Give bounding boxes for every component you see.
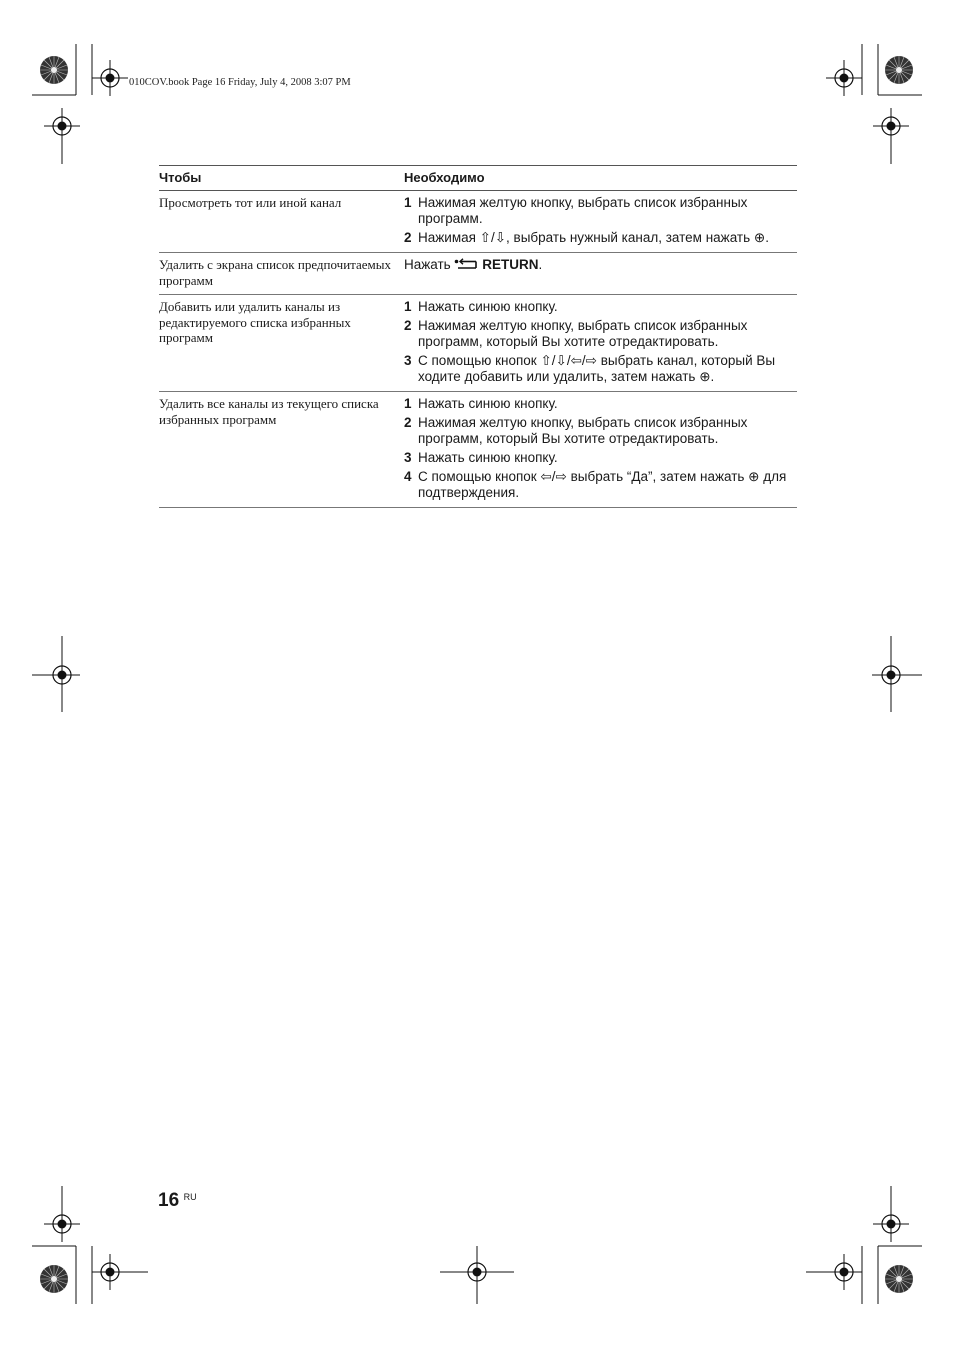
step-text: Нажать синюю кнопку. <box>418 450 558 465</box>
step-item <box>404 318 797 350</box>
registration-mark-icon <box>92 1254 128 1290</box>
step-number: 3 <box>404 353 412 368</box>
step-item <box>404 396 797 412</box>
table-row <box>159 253 797 295</box>
press-suffix: . <box>538 257 543 272</box>
registration-mark-icon <box>44 1206 80 1242</box>
step-number: 2 <box>404 318 412 333</box>
registration-mark-icon <box>826 1254 862 1290</box>
step-number: 3 <box>404 450 412 465</box>
registration-mark-icon <box>826 60 862 96</box>
row-goal: Добавить или удалить каналы из редактируемого списка избранных программ <box>159 295 404 392</box>
row-steps <box>404 191 797 253</box>
step-item <box>404 230 797 246</box>
step-number: 1 <box>404 195 412 210</box>
registration-mark-icon <box>92 60 128 96</box>
starburst-target-icon <box>40 56 68 84</box>
step-item <box>404 353 797 385</box>
registration-mark-icon <box>44 657 80 693</box>
registration-mark-icon <box>459 1254 495 1290</box>
step-text: Нажимая желтую кнопку, выбрать список избранных программ. <box>418 195 748 226</box>
step-item <box>404 415 797 447</box>
press-prefix: Нажать <box>404 257 451 272</box>
book-print-info: 010COV.book Page 16 Friday, July 4, 2008 3:07 PM <box>129 77 351 88</box>
step-number: 4 <box>404 469 412 484</box>
table-row <box>159 295 797 392</box>
step-item <box>404 469 797 501</box>
step-item <box>404 195 797 227</box>
step-text: Нажимая ⇧/⇩, выбрать нужный канал, затем нажать ⊕. <box>418 230 769 245</box>
instruction-table <box>159 165 797 508</box>
step-text: С помощью кнопок ⇦/⇨ выбрать “Да”, затем нажать ⊕ для подтверждения. <box>418 469 787 500</box>
step-number: 2 <box>404 230 412 245</box>
starburst-target-icon <box>40 1265 68 1293</box>
step-text: Нажать синюю кнопку. <box>418 299 558 314</box>
step-item <box>404 450 797 466</box>
row-goal: Удалить с экрана список предпочитаемых программ <box>159 253 404 295</box>
row-steps <box>404 295 797 392</box>
step-text: Нажать синюю кнопку. <box>418 396 558 411</box>
return-arrow-icon <box>454 258 478 270</box>
page-number <box>158 1190 197 1212</box>
starburst-target-icon <box>885 56 913 84</box>
registration-mark-icon <box>873 657 909 693</box>
column-header-goal: Чтобы <box>159 166 404 191</box>
registration-mark-icon <box>873 1206 909 1242</box>
page-language-code: RU <box>183 1192 197 1202</box>
row-steps <box>404 392 797 508</box>
table-header-row <box>159 166 797 191</box>
row-steps <box>404 253 797 295</box>
row-goal: Просмотреть тот или иной канал <box>159 191 404 253</box>
step-number: 2 <box>404 415 412 430</box>
step-text: С помощью кнопок ⇧/⇩/⇦/⇨ выбрать канал, который Вы ходите добавить или удалить, затем нажать ⊕. <box>418 353 776 384</box>
table-row <box>159 191 797 253</box>
return-button-label: RETURN <box>482 257 539 272</box>
registration-mark-icon <box>873 108 909 144</box>
step-text: Нажимая желтую кнопку, выбрать список избранных программ, который Вы хотите отредактировать. <box>418 318 748 349</box>
step-item <box>404 299 797 315</box>
step-number: 1 <box>404 299 412 314</box>
registration-mark-icon <box>44 108 80 144</box>
table-row <box>159 392 797 508</box>
step-text: Нажимая желтую кнопку, выбрать список избранных программ, который Вы хотите отредактировать. <box>418 415 748 446</box>
column-header-action: Необходимо <box>404 166 797 191</box>
starburst-target-icon <box>885 1265 913 1293</box>
page-number-value: 16 <box>158 1190 180 1211</box>
step-number: 1 <box>404 396 412 411</box>
row-goal: Удалить все каналы из текущего списка избранных программ <box>159 392 404 508</box>
